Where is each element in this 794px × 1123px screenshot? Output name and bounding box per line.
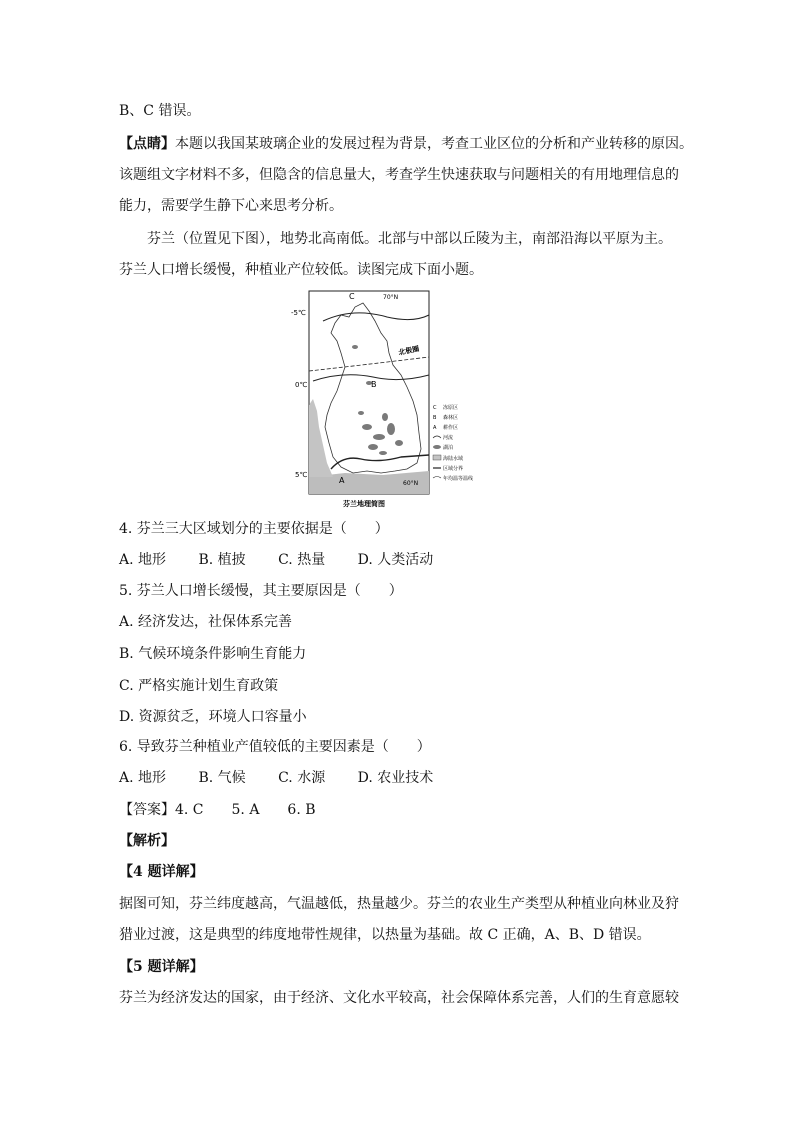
svg-text:河流: 河流	[443, 435, 454, 441]
svg-text:C: C	[433, 405, 437, 411]
map-legend	[433, 404, 473, 482]
option-a: A. 经济发达，社保体系完善	[119, 614, 293, 630]
answer-line: 【答案】4. C 5. A 6. B	[119, 802, 316, 818]
comment-text: 本题以我国某玻璃企业的发展过程为背景，考查工业区位的分析和产业转移的原因。	[175, 136, 693, 152]
option-c: C. 严格实施计划生育政策	[119, 678, 279, 694]
arctic-circle-label: 北极圈	[397, 344, 420, 357]
isotherm-label: 0℃	[295, 381, 308, 389]
svg-text:B: B	[433, 415, 437, 421]
detail-5-text: 芬兰为经济发达的国家，由于经济、文化水平较高，社会保障体系完善，人们的生育意愿较	[119, 990, 679, 1006]
option-d: D. 资源贫乏，环境人口容量小	[119, 709, 307, 725]
intro-line: 芬兰人口增长缓慢，种植业产位较低。读图完成下面小题。	[119, 262, 483, 278]
map-caption: 芬兰地理简图	[343, 500, 385, 508]
question-5: 5. 芬兰人口增长缓慢，其主要原因是（ ）	[119, 583, 403, 599]
text-line: B、C 错误。	[119, 103, 201, 119]
question-4-options: A. 地形 B. 植披 C. 热量 D. 人类活动	[119, 552, 434, 568]
svg-text:冻原区: 冻原区	[443, 405, 459, 411]
comment-tag: 【点睛】	[119, 136, 175, 152]
detail-5-heading: 【5 题详解】	[119, 959, 204, 975]
latitude-label: 60°N	[403, 480, 419, 487]
region-label-c: C	[349, 292, 355, 301]
region-label-a: A	[339, 476, 345, 485]
text-line: 该题组文字材料不多，但隐含的信息量大，考查学生快速获取与问题相关的有用地理信息的	[119, 167, 679, 183]
svg-text:年均温等温线: 年均温等温线	[443, 476, 474, 482]
detail-4-text: 猎业过渡，这是典型的纬度地带性规律，以热量为基础。故 C 正确，A、B、D 错误。	[119, 927, 651, 943]
analysis-heading: 【解析】	[119, 833, 175, 849]
intro-line: 芬兰（位置见下图），地势北高南低。北部与中部以丘陵为主，南部沿海以平原为主。	[147, 231, 672, 247]
svg-text:区域分界: 区域分界	[443, 466, 464, 472]
finland-map-figure	[283, 287, 503, 513]
latitude-label: 70°N	[383, 294, 399, 301]
detail-4-heading: 【4 题详解】	[119, 864, 204, 880]
question-6-options: A. 地形 B. 气候 C. 水源 D. 农业技术	[119, 770, 434, 786]
detail-4-text: 据图可知，芬兰纬度越高，气温越低，热量越少。芬兰的农业生产类型从种植业向林业及狩	[119, 896, 679, 912]
comment-paragraph	[119, 134, 693, 154]
isotherm-label: 5℃	[295, 471, 308, 479]
svg-text:A: A	[433, 425, 437, 431]
question-6: 6. 导致芬兰种植业产值较低的主要因素是（ ）	[119, 739, 431, 755]
text-line: 能力，需要学生静下心来思考分析。	[119, 198, 343, 214]
svg-text:海陆水域: 海陆水域	[443, 456, 464, 462]
option-b: B. 气候环境条件影响生育能力	[119, 646, 307, 662]
region-label-b: B	[371, 380, 377, 389]
svg-text:湖泊: 湖泊	[443, 445, 454, 451]
svg-text:耕作区: 耕作区	[443, 425, 459, 431]
isotherm-label: -5℃	[291, 309, 306, 317]
question-4: 4. 芬兰三大区域划分的主要依据是（ ）	[119, 521, 389, 537]
svg-text:森林区: 森林区	[443, 415, 459, 421]
